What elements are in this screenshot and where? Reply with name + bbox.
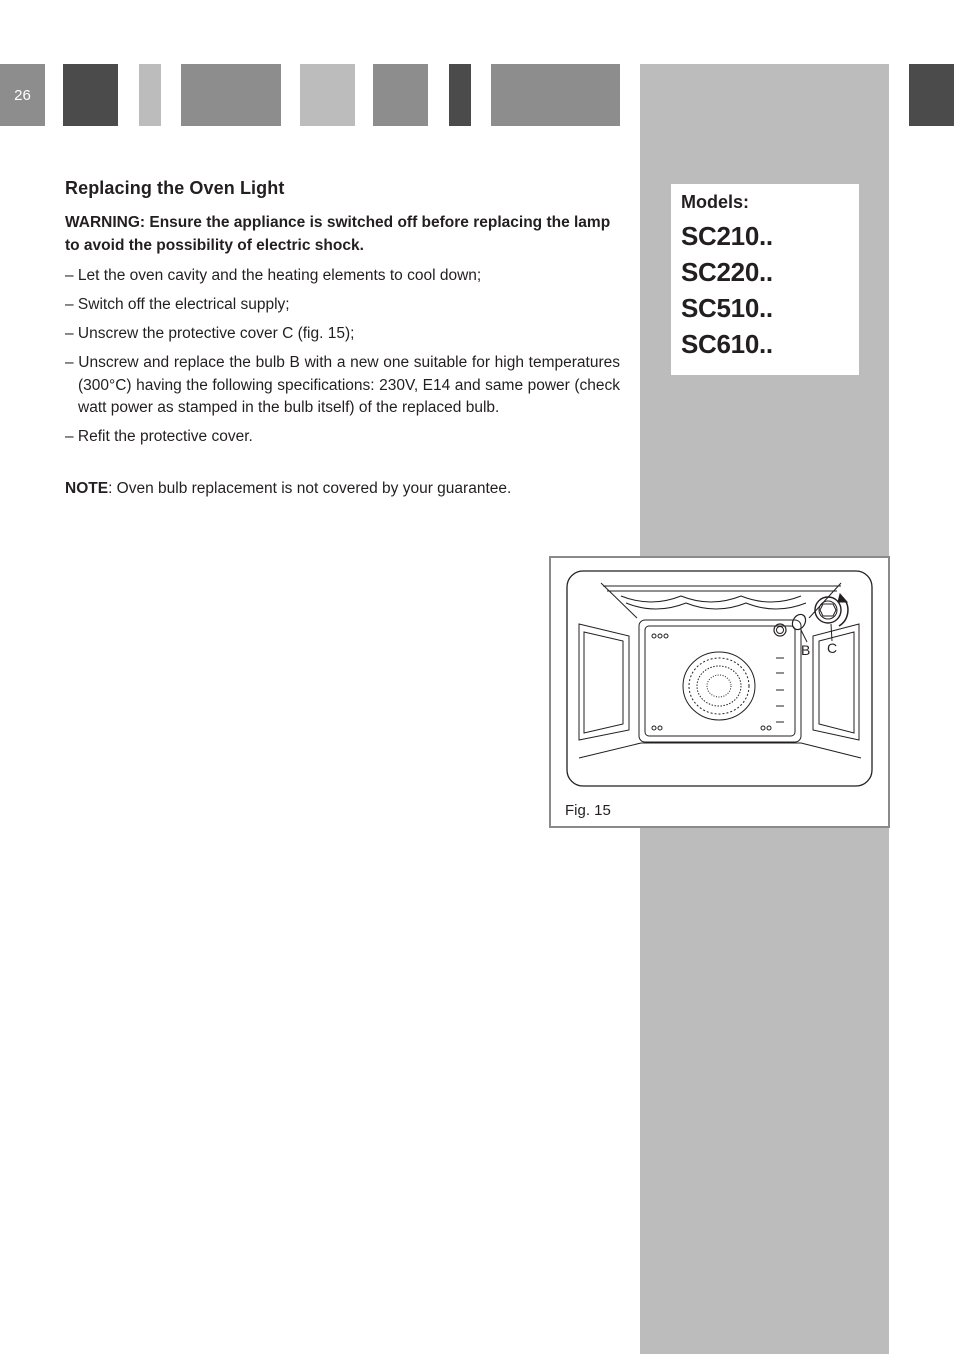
- label-b: B: [801, 642, 811, 658]
- steps-list: [65, 265, 620, 449]
- step-item: – Unscrew the protective cover C (fig. 15);: [65, 325, 355, 342]
- header-block-7: [491, 64, 620, 126]
- note-paragraph: [65, 478, 620, 500]
- right-header-tab: [909, 64, 954, 126]
- header-block-1: [63, 64, 118, 126]
- header-block-5: [373, 64, 428, 126]
- note-label: NOTE: [65, 479, 109, 497]
- step-item: – Let the oven cavity and the heating elements to cool down;: [65, 267, 482, 284]
- models-box: [671, 184, 859, 375]
- label-c: C: [827, 640, 838, 656]
- step-item: – Switch off the electrical supply;: [65, 296, 290, 313]
- step-item: – Unscrew and replace the bulb B with a new one suitable for high temperatures (300°C) having the following specifications: 230V, E14 and same power (check watt power as stamped in the bulb itself) of the replaced bulb.: [65, 354, 620, 416]
- figure-15: [549, 556, 890, 828]
- oven-cavity-illustration: [551, 558, 888, 826]
- section-title: Replacing the Oven Light: [65, 178, 285, 198]
- note-text: : Oven bulb replacement is not covered by your guarantee.: [108, 479, 512, 497]
- header-block-6: [449, 64, 471, 126]
- model-item: SC210..: [681, 221, 773, 251]
- models-title: Models:: [681, 192, 750, 212]
- warning-text: WARNING: Ensure the appliance is switched off before replacing the lamp to avoid the possibility of electric shock.: [65, 214, 611, 254]
- page-number: 26: [0, 64, 45, 126]
- main-content: [65, 178, 620, 515]
- header-block-4: [300, 64, 355, 126]
- header-block-3: [181, 64, 281, 126]
- figure-caption: Fig. 15: [565, 802, 611, 819]
- model-item: SC610..: [681, 329, 773, 359]
- model-item: SC220..: [681, 257, 773, 287]
- step-item: – Refit the protective cover.: [65, 428, 253, 445]
- model-item: SC510..: [681, 293, 773, 323]
- header-block-2: [139, 64, 161, 126]
